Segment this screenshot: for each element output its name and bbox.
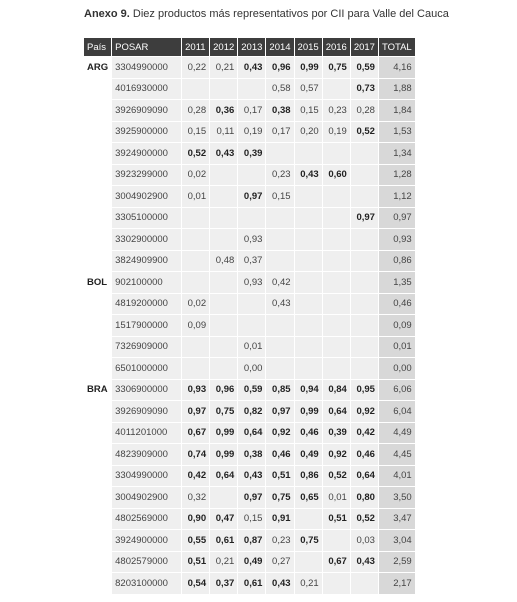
- value-cell: 0,75: [295, 530, 322, 551]
- value-cell: 0,37: [238, 251, 265, 272]
- value-cell: 0,20: [295, 122, 322, 143]
- value-cell: 0,97: [182, 401, 209, 422]
- table-row: [84, 358, 415, 379]
- total-cell: 3,47: [379, 509, 415, 530]
- table-row: [84, 294, 415, 315]
- value-cell: 0,59: [238, 380, 265, 401]
- country-cell: [84, 573, 111, 594]
- table-row: [84, 100, 415, 121]
- total-cell: 4,01: [379, 466, 415, 487]
- value-cell: 0,99: [295, 57, 322, 78]
- value-cell: [351, 143, 378, 164]
- posar-code-cell: 4819200000: [112, 294, 181, 315]
- value-cell: [323, 530, 350, 551]
- value-cell: 0,00: [238, 358, 265, 379]
- value-cell: 0,51: [182, 552, 209, 573]
- value-cell: 0,92: [266, 423, 293, 444]
- value-cell: [238, 79, 265, 100]
- posar-code-cell: 3924900000: [112, 530, 181, 551]
- country-cell: [84, 530, 111, 551]
- value-cell: [182, 358, 209, 379]
- table-row: [84, 573, 415, 594]
- posar-code-cell: 1517900000: [112, 315, 181, 336]
- total-cell: 1,53: [379, 122, 415, 143]
- value-cell: 0,67: [323, 552, 350, 573]
- value-cell: 0,27: [266, 552, 293, 573]
- total-cell: 1,28: [379, 165, 415, 186]
- table-row: [84, 186, 415, 207]
- value-cell: 0,42: [266, 272, 293, 293]
- value-cell: [351, 229, 378, 250]
- value-cell: [238, 294, 265, 315]
- value-cell: 0,84: [323, 380, 350, 401]
- value-cell: [295, 294, 322, 315]
- value-cell: [323, 186, 350, 207]
- value-cell: [210, 358, 237, 379]
- posar-code-cell: 3925900000: [112, 122, 181, 143]
- value-cell: [210, 315, 237, 336]
- value-cell: 0,99: [210, 444, 237, 465]
- value-cell: 0,61: [238, 573, 265, 594]
- posar-code-cell: 3306900000: [112, 380, 181, 401]
- country-cell: [84, 122, 111, 143]
- value-cell: [182, 272, 209, 293]
- value-cell: 0,01: [323, 487, 350, 508]
- value-cell: 0,64: [238, 423, 265, 444]
- value-cell: 0,64: [351, 466, 378, 487]
- value-cell: 0,55: [182, 530, 209, 551]
- value-cell: 0,97: [351, 208, 378, 229]
- value-cell: [295, 229, 322, 250]
- country-cell: [84, 552, 111, 573]
- posar-code-cell: 3923299000: [112, 165, 181, 186]
- total-cell: 1,12: [379, 186, 415, 207]
- value-cell: [295, 208, 322, 229]
- country-cell: [84, 358, 111, 379]
- table-row: [84, 466, 415, 487]
- posar-code-cell: 3824909900: [112, 251, 181, 272]
- table-row: [84, 229, 415, 250]
- header-pais: País: [84, 38, 111, 56]
- header-2012: 2012: [210, 38, 237, 56]
- value-cell: [182, 337, 209, 358]
- table-row: [84, 272, 415, 293]
- total-cell: 3,50: [379, 487, 415, 508]
- value-cell: 0,87: [238, 530, 265, 551]
- value-cell: 0,80: [351, 487, 378, 508]
- country-cell: BRA: [84, 380, 111, 401]
- total-cell: 2,17: [379, 573, 415, 594]
- value-cell: 0,22: [182, 57, 209, 78]
- value-cell: [266, 229, 293, 250]
- value-cell: 0,57: [295, 79, 322, 100]
- posar-code-cell: 4823909000: [112, 444, 181, 465]
- value-cell: [323, 272, 350, 293]
- header-2015: 2015: [295, 38, 322, 56]
- value-cell: 0,52: [182, 143, 209, 164]
- posar-code-cell: 3004902900: [112, 186, 181, 207]
- header-2016: 2016: [323, 38, 350, 56]
- country-cell: BOL: [84, 272, 111, 293]
- value-cell: 0,23: [266, 530, 293, 551]
- value-cell: 0,23: [266, 165, 293, 186]
- header-2013: 2013: [238, 38, 265, 56]
- value-cell: 0,75: [266, 487, 293, 508]
- value-cell: [210, 165, 237, 186]
- value-cell: [323, 315, 350, 336]
- table-row: [84, 251, 415, 272]
- value-cell: [182, 208, 209, 229]
- value-cell: 0,95: [351, 380, 378, 401]
- value-cell: [351, 272, 378, 293]
- value-cell: 0,03: [351, 530, 378, 551]
- value-cell: 0,43: [266, 573, 293, 594]
- country-cell: [84, 251, 111, 272]
- table-row: [84, 401, 415, 422]
- header-2014: 2014: [266, 38, 293, 56]
- value-cell: 0,32: [182, 487, 209, 508]
- value-cell: [351, 358, 378, 379]
- value-cell: [351, 337, 378, 358]
- value-cell: 0,43: [238, 57, 265, 78]
- value-cell: [323, 143, 350, 164]
- value-cell: [295, 552, 322, 573]
- total-cell: 0,01: [379, 337, 415, 358]
- value-cell: 0,97: [266, 401, 293, 422]
- value-cell: 0,21: [210, 552, 237, 573]
- value-cell: [351, 251, 378, 272]
- value-cell: [351, 186, 378, 207]
- value-cell: [323, 79, 350, 100]
- header-posar: POSAR: [112, 38, 181, 56]
- country-cell: [84, 509, 111, 530]
- posar-code-cell: 4016930000: [112, 79, 181, 100]
- value-cell: [210, 229, 237, 250]
- value-cell: [323, 251, 350, 272]
- value-cell: 0,42: [182, 466, 209, 487]
- posar-code-cell: 902100000: [112, 272, 181, 293]
- value-cell: 0,43: [295, 165, 322, 186]
- value-cell: [323, 294, 350, 315]
- value-cell: 0,73: [351, 79, 378, 100]
- total-cell: 1,34: [379, 143, 415, 164]
- table-row: [84, 337, 415, 358]
- value-cell: [323, 229, 350, 250]
- value-cell: 0,39: [323, 423, 350, 444]
- value-cell: [182, 251, 209, 272]
- posar-code-cell: 3924900000: [112, 143, 181, 164]
- title-label: Anexo 9.: [84, 8, 130, 20]
- value-cell: 0,54: [182, 573, 209, 594]
- value-cell: [238, 208, 265, 229]
- value-cell: 0,67: [182, 423, 209, 444]
- value-cell: 0,19: [323, 122, 350, 143]
- value-cell: 0,43: [238, 466, 265, 487]
- posar-code-cell: 3926909090: [112, 401, 181, 422]
- value-cell: 0,75: [210, 401, 237, 422]
- value-cell: 0,43: [351, 552, 378, 573]
- value-cell: [266, 143, 293, 164]
- total-cell: 0,00: [379, 358, 415, 379]
- posar-code-cell: 8203100000: [112, 573, 181, 594]
- total-cell: 0,97: [379, 208, 415, 229]
- value-cell: [295, 358, 322, 379]
- value-cell: 0,51: [323, 509, 350, 530]
- header-row: [84, 38, 415, 56]
- posar-code-cell: 3004902900: [112, 487, 181, 508]
- table-row: [84, 208, 415, 229]
- value-cell: [210, 294, 237, 315]
- table-title: [84, 8, 449, 20]
- value-cell: 0,52: [351, 122, 378, 143]
- table-row: [84, 530, 415, 551]
- value-cell: 0,46: [266, 444, 293, 465]
- value-cell: 0,21: [295, 573, 322, 594]
- total-cell: 1,84: [379, 100, 415, 121]
- value-cell: 0,42: [351, 423, 378, 444]
- value-cell: 0,74: [182, 444, 209, 465]
- total-cell: 4,45: [379, 444, 415, 465]
- value-cell: [295, 251, 322, 272]
- value-cell: [210, 208, 237, 229]
- value-cell: [266, 337, 293, 358]
- value-cell: 0,15: [295, 100, 322, 121]
- value-cell: [295, 272, 322, 293]
- value-cell: 0,52: [323, 466, 350, 487]
- value-cell: [351, 165, 378, 186]
- value-cell: [210, 337, 237, 358]
- value-cell: 0,01: [182, 186, 209, 207]
- posar-code-cell: 3305100000: [112, 208, 181, 229]
- total-cell: 0,86: [379, 251, 415, 272]
- value-cell: 0,92: [351, 401, 378, 422]
- value-cell: [323, 208, 350, 229]
- header-total: TOTAL: [379, 38, 415, 56]
- country-cell: [84, 165, 111, 186]
- total-cell: 2,59: [379, 552, 415, 573]
- table-row: [84, 315, 415, 336]
- value-cell: 0,94: [295, 380, 322, 401]
- posar-code-cell: 3304990000: [112, 57, 181, 78]
- value-cell: 0,97: [238, 186, 265, 207]
- value-cell: 0,15: [238, 509, 265, 530]
- country-cell: [84, 143, 111, 164]
- value-cell: [295, 337, 322, 358]
- value-cell: 0,58: [266, 79, 293, 100]
- value-cell: 0,09: [182, 315, 209, 336]
- country-cell: ARG: [84, 57, 111, 78]
- total-cell: 0,46: [379, 294, 415, 315]
- value-cell: 0,23: [323, 100, 350, 121]
- value-cell: 0,46: [351, 444, 378, 465]
- value-cell: 0,59: [351, 57, 378, 78]
- table-row: [84, 165, 415, 186]
- value-cell: 0,64: [210, 466, 237, 487]
- country-cell: [84, 444, 111, 465]
- country-cell: [84, 208, 111, 229]
- total-cell: 1,88: [379, 79, 415, 100]
- value-cell: [295, 143, 322, 164]
- value-cell: [351, 294, 378, 315]
- posar-code-cell: 6501000000: [112, 358, 181, 379]
- country-cell: [84, 79, 111, 100]
- total-cell: 6,04: [379, 401, 415, 422]
- value-cell: [266, 358, 293, 379]
- country-cell: [84, 487, 111, 508]
- table-row: [84, 57, 415, 78]
- posar-code-cell: 4802579000: [112, 552, 181, 573]
- value-cell: 0,49: [238, 552, 265, 573]
- value-cell: 0,43: [266, 294, 293, 315]
- products-table: [83, 37, 416, 595]
- value-cell: 0,96: [266, 57, 293, 78]
- table-row: [84, 487, 415, 508]
- value-cell: [182, 229, 209, 250]
- value-cell: 0,02: [182, 165, 209, 186]
- value-cell: [210, 186, 237, 207]
- country-cell: [84, 186, 111, 207]
- value-cell: 0,48: [210, 251, 237, 272]
- table-row: [84, 509, 415, 530]
- value-cell: 0,17: [266, 122, 293, 143]
- value-cell: [210, 272, 237, 293]
- total-cell: 6,06: [379, 380, 415, 401]
- value-cell: 0,61: [210, 530, 237, 551]
- table-row: [84, 79, 415, 100]
- value-cell: 0,43: [210, 143, 237, 164]
- value-cell: [295, 509, 322, 530]
- country-cell: [84, 423, 111, 444]
- country-cell: [84, 401, 111, 422]
- total-cell: 3,04: [379, 530, 415, 551]
- value-cell: 0,86: [295, 466, 322, 487]
- posar-code-cell: 4802569000: [112, 509, 181, 530]
- value-cell: 0,02: [182, 294, 209, 315]
- country-cell: [84, 100, 111, 121]
- value-cell: 0,82: [238, 401, 265, 422]
- posar-code-cell: 3302900000: [112, 229, 181, 250]
- value-cell: 0,64: [323, 401, 350, 422]
- value-cell: 0,99: [210, 423, 237, 444]
- posar-code-cell: 3926909090: [112, 100, 181, 121]
- value-cell: [238, 315, 265, 336]
- value-cell: 0,85: [266, 380, 293, 401]
- value-cell: 0,11: [210, 122, 237, 143]
- total-cell: 4,16: [379, 57, 415, 78]
- table-row: [84, 552, 415, 573]
- value-cell: [210, 487, 237, 508]
- value-cell: [266, 315, 293, 336]
- table-body: [84, 57, 415, 594]
- header-2017: 2017: [351, 38, 378, 56]
- value-cell: 0,36: [210, 100, 237, 121]
- value-cell: 0,46: [295, 423, 322, 444]
- value-cell: 0,28: [182, 100, 209, 121]
- value-cell: 0,97: [238, 487, 265, 508]
- country-cell: [84, 337, 111, 358]
- total-cell: 0,09: [379, 315, 415, 336]
- value-cell: 0,38: [238, 444, 265, 465]
- value-cell: 0,99: [295, 401, 322, 422]
- posar-code-cell: 7326909000: [112, 337, 181, 358]
- value-cell: 0,52: [351, 509, 378, 530]
- table-row: [84, 143, 415, 164]
- total-cell: 1,35: [379, 272, 415, 293]
- value-cell: 0,51: [266, 466, 293, 487]
- value-cell: [295, 315, 322, 336]
- value-cell: 0,49: [295, 444, 322, 465]
- value-cell: 0,60: [323, 165, 350, 186]
- value-cell: [295, 186, 322, 207]
- value-cell: 0,93: [182, 380, 209, 401]
- value-cell: 0,38: [266, 100, 293, 121]
- value-cell: 0,17: [238, 100, 265, 121]
- table-row: [84, 444, 415, 465]
- value-cell: [323, 358, 350, 379]
- value-cell: 0,92: [323, 444, 350, 465]
- value-cell: [351, 573, 378, 594]
- country-cell: [84, 229, 111, 250]
- total-cell: 0,93: [379, 229, 415, 250]
- value-cell: 0,93: [238, 272, 265, 293]
- value-cell: [351, 315, 378, 336]
- country-cell: [84, 466, 111, 487]
- value-cell: 0,19: [238, 122, 265, 143]
- country-cell: [84, 315, 111, 336]
- title-text: Diez productos más representativos por CII para Valle del Cauca: [132, 8, 449, 20]
- table-row: [84, 380, 415, 401]
- value-cell: 0,21: [210, 57, 237, 78]
- value-cell: 0,15: [266, 186, 293, 207]
- total-cell: 4,49: [379, 423, 415, 444]
- value-cell: [323, 573, 350, 594]
- value-cell: 0,91: [266, 509, 293, 530]
- value-cell: 0,93: [238, 229, 265, 250]
- value-cell: 0,28: [351, 100, 378, 121]
- value-cell: 0,37: [210, 573, 237, 594]
- value-cell: 0,47: [210, 509, 237, 530]
- value-cell: 0,75: [323, 57, 350, 78]
- value-cell: 0,39: [238, 143, 265, 164]
- value-cell: [210, 79, 237, 100]
- table-row: [84, 122, 415, 143]
- value-cell: [266, 251, 293, 272]
- posar-code-cell: 4011201000: [112, 423, 181, 444]
- value-cell: [238, 165, 265, 186]
- value-cell: 0,90: [182, 509, 209, 530]
- value-cell: [182, 79, 209, 100]
- posar-code-cell: 3304990000: [112, 466, 181, 487]
- value-cell: [323, 337, 350, 358]
- value-cell: 0,01: [238, 337, 265, 358]
- value-cell: [266, 208, 293, 229]
- header-2011: 2011: [182, 38, 209, 56]
- value-cell: 0,15: [182, 122, 209, 143]
- table-row: [84, 423, 415, 444]
- country-cell: [84, 294, 111, 315]
- value-cell: 0,65: [295, 487, 322, 508]
- value-cell: 0,96: [210, 380, 237, 401]
